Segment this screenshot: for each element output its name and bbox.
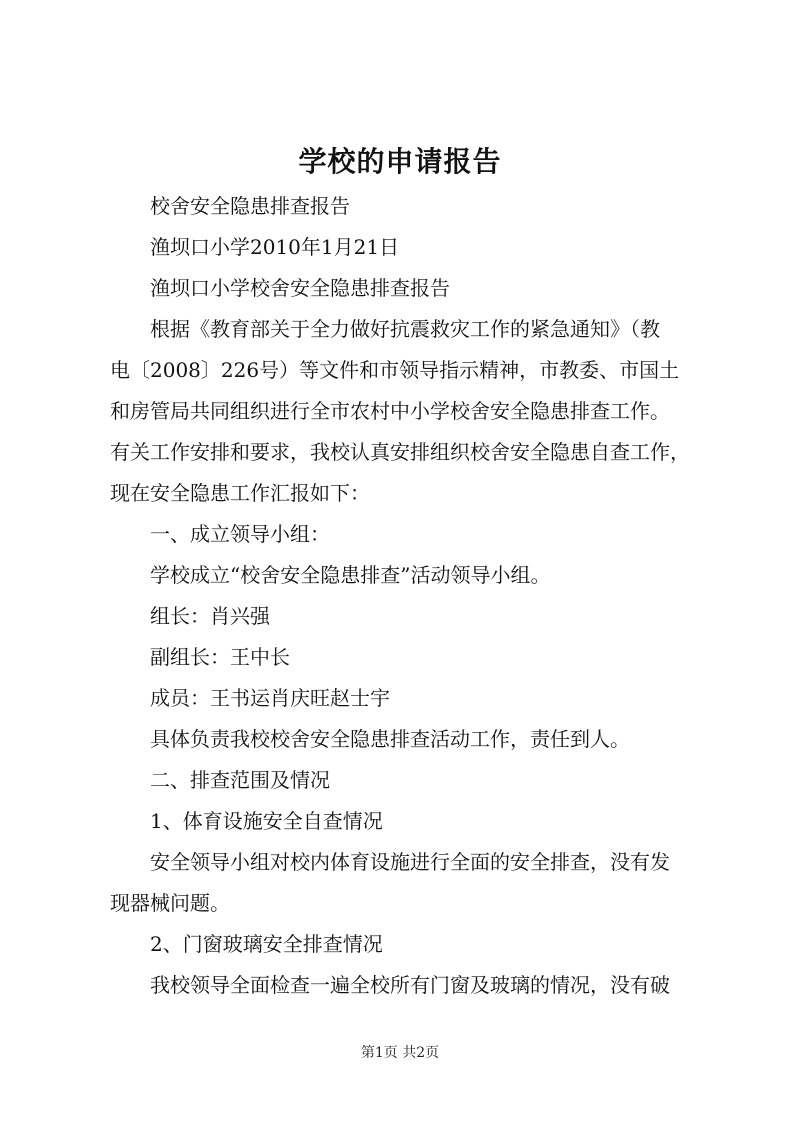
paragraph-line: 我校领导全面检查一遍全校所有门窗及玻璃的情况，没有破 xyxy=(150,973,670,997)
paragraph-line: 现器械问题。 xyxy=(110,891,230,915)
paragraph-line: 校舍安全隐患排查报告 xyxy=(150,194,350,218)
paragraph-line: 具体负责我校校舍安全隐患排查活动工作，责任到人。 xyxy=(150,727,630,751)
paragraph-line: 电〔2008〕226号）等文件和市领导指示精神，市教委、市国土 xyxy=(110,358,680,382)
subsection-heading: 2、门窗玻璃安全排查情况 xyxy=(150,932,383,956)
paragraph-line: 安全领导小组对校内体育设施进行全面的安全排查，没有发 xyxy=(150,850,670,874)
section-heading: 二、排查范围及情况 xyxy=(150,768,330,792)
paragraph-line: 组长：肖兴强 xyxy=(150,604,270,628)
subsection-heading: 1、体育设施安全自查情况 xyxy=(150,809,383,833)
paragraph-line: 学校成立“校舍安全隐患排查”活动领导小组。 xyxy=(150,563,551,587)
paragraph-line: 和房管局共同组织进行全市农村中小学校舍安全隐患排查工作。 xyxy=(110,399,670,423)
paragraph-line: 副组长：王中长 xyxy=(150,645,290,669)
document-body xyxy=(110,186,710,1006)
page-footer: 第1页 共2页 xyxy=(360,1045,440,1061)
paragraph-line: 渔坝口小学校舍安全隐患排查报告 xyxy=(150,276,450,300)
document-title: 学校的申请报告 xyxy=(298,145,502,178)
paragraph-line: 成员：王书运肖庆旺赵士宇 xyxy=(150,686,390,710)
paragraph-line: 渔坝口小学2010年1月21日 xyxy=(150,235,400,259)
paragraph-line: 有关工作安排和要求，我校认真安排组织校舍安全隐患自查工作， xyxy=(110,440,690,464)
paragraph-line: 现在安全隐患工作汇报如下： xyxy=(110,481,370,505)
section-heading: 一、成立领导小组： xyxy=(150,522,330,546)
paragraph-line: 根据《教育部关于全力做好抗震救灾工作的紧急通知》（教 xyxy=(150,317,660,341)
